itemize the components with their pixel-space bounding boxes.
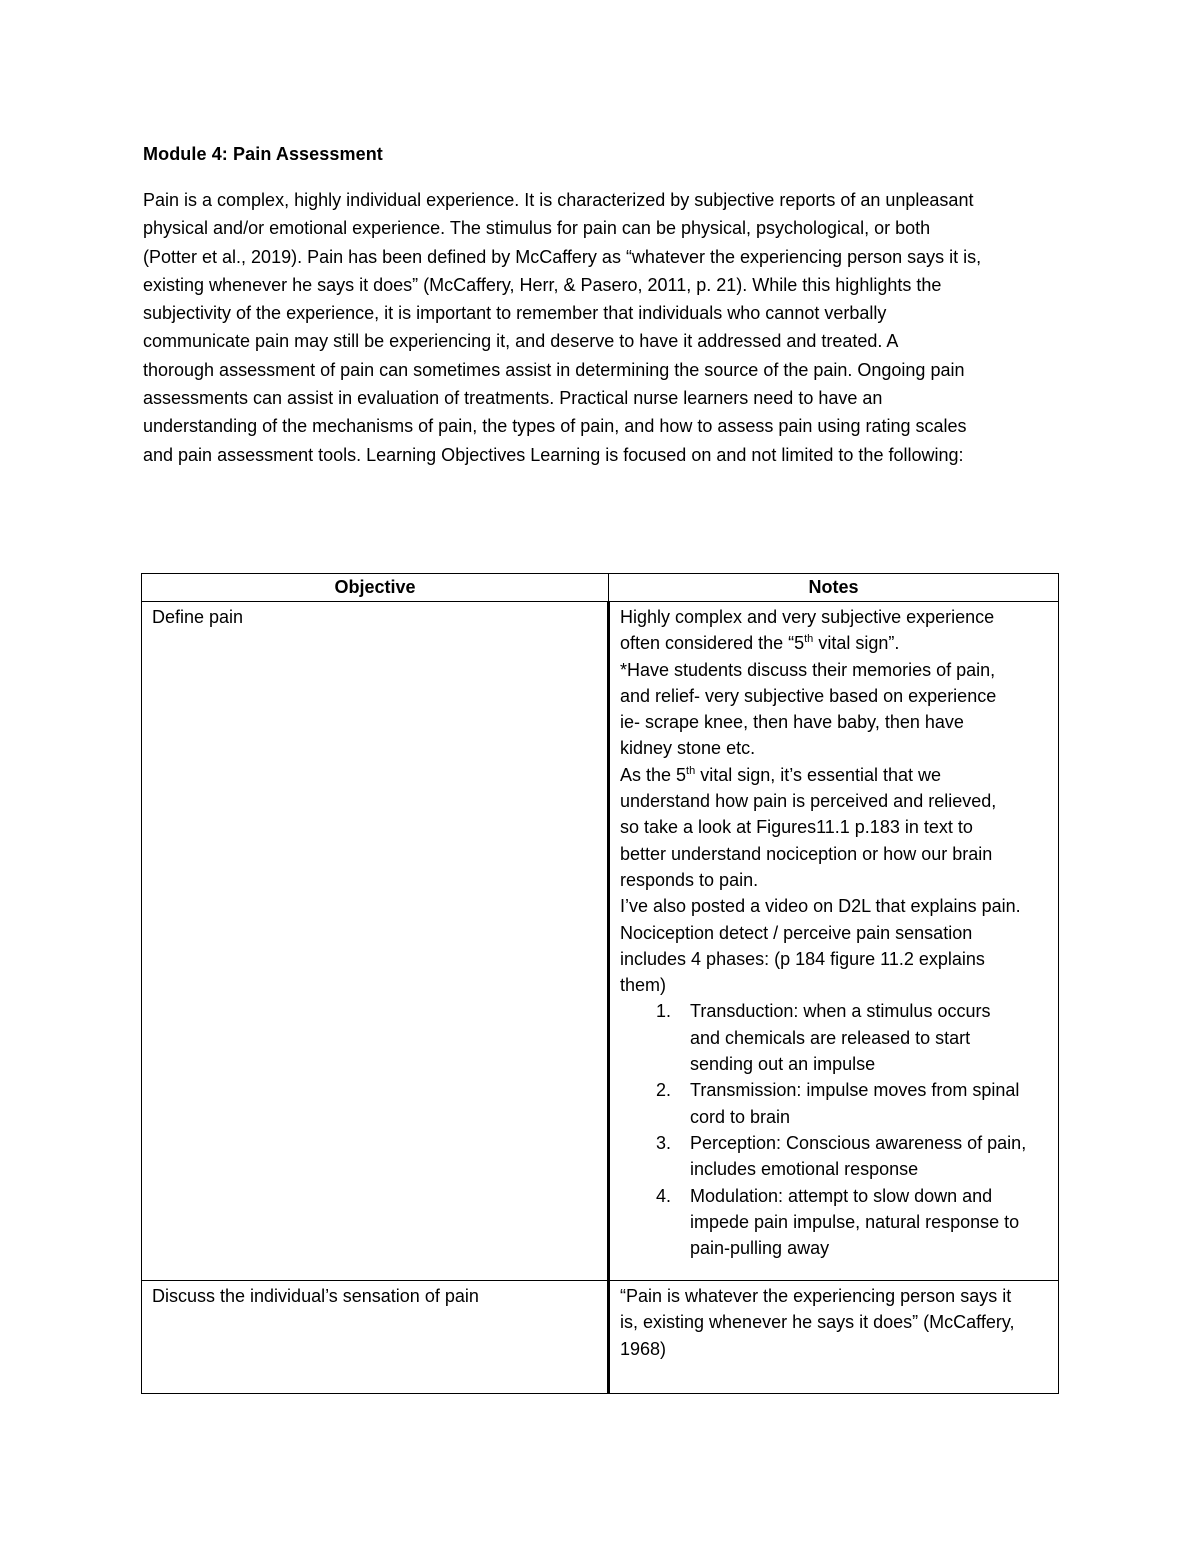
list-number: 1. bbox=[656, 1001, 672, 1022]
notes-line: and relief- very subjective based on experience bbox=[620, 685, 997, 706]
list-number: 3. bbox=[656, 1132, 672, 1153]
objectives-table bbox=[141, 573, 1059, 1394]
intro-line: understanding of the mechanisms of pain, the types of pain, and how to assess pain using rating scales bbox=[143, 416, 967, 437]
notes-line: *Have students discuss their memories of pain, bbox=[620, 659, 996, 680]
intro-line: physical and/or emotional experience. The stimulus for pain can be physical, psychological, or both bbox=[143, 218, 931, 239]
list-item bbox=[620, 1130, 1058, 1183]
notes-text: often considered the “5 bbox=[620, 633, 805, 654]
list-line: Transmission: impulse moves from spinal bbox=[690, 1080, 1020, 1101]
notes-line: ie- scrape knee, then have baby, then have bbox=[620, 712, 964, 733]
list-number: 2. bbox=[656, 1080, 672, 1101]
list-number: 4. bbox=[656, 1185, 672, 1206]
notes-cell bbox=[609, 1281, 1059, 1394]
notes-line: Highly complex and very subjective experience bbox=[620, 607, 995, 627]
objective-text: Define pain bbox=[152, 607, 244, 627]
table-header-row bbox=[142, 574, 1059, 602]
intro-paragraph bbox=[143, 186, 1063, 469]
notes-line: is, existing whenever he says it does” (McCaffery, bbox=[620, 1312, 1015, 1333]
objective-text: Discuss the individual’s sensation of pain bbox=[152, 1286, 479, 1306]
objective-cell bbox=[142, 1281, 609, 1394]
notes-line: I’ve also posted a video on D2L that explains pain. bbox=[620, 896, 1021, 917]
intro-line: assessments can assist in evaluation of treatments. Practical nurse learners need to have an bbox=[143, 388, 883, 409]
notes-line: better understand nociception or how our brain bbox=[620, 843, 993, 864]
objective-cell bbox=[142, 602, 609, 1281]
document-title: Module 4: Pain Assessment bbox=[143, 144, 383, 164]
intro-line: communicate pain may still be experiencing it, and deserve to have it addressed and treated. A bbox=[143, 331, 899, 352]
intro-line: and pain assessment tools. Learning Objectives Learning is focused on and not limited to the following: bbox=[143, 444, 964, 465]
intro-line: existing whenever he says it does” (McCaffery, Herr, & Pasero, 2011, p. 21). While this highlights the bbox=[143, 274, 942, 295]
notes-line: Nociception detect / perceive pain sensation bbox=[620, 922, 973, 943]
list-line: impede pain impulse, natural response to bbox=[690, 1211, 1020, 1232]
list-line: Modulation: attempt to slow down and bbox=[690, 1185, 993, 1206]
header-notes: Notes bbox=[609, 574, 1059, 602]
notes-line: them) bbox=[620, 975, 667, 996]
notes-text: As the 5 bbox=[620, 764, 687, 785]
list-item bbox=[620, 1077, 1058, 1130]
notes-line: kidney stone etc. bbox=[620, 738, 756, 759]
notes-line: “Pain is whatever the experiencing person says it bbox=[620, 1286, 1012, 1306]
notes-line: includes 4 phases: (p 184 figure 11.2 explains bbox=[620, 948, 985, 969]
list-line: Perception: Conscious awareness of pain, bbox=[690, 1132, 1027, 1153]
intro-line: thorough assessment of pain can sometimes assist in determining the source of the pain. Ongoing pain bbox=[143, 359, 965, 380]
notes-line: 1968) bbox=[620, 1338, 667, 1359]
intro-line: subjectivity of the experience, it is important to remember that individuals who cannot verbally bbox=[143, 303, 887, 324]
list-line: cord to brain bbox=[690, 1106, 791, 1127]
list-item bbox=[620, 1183, 1058, 1262]
notes-line: responds to pain. bbox=[620, 869, 759, 890]
table-row bbox=[142, 1281, 1059, 1394]
list-line: and chemicals are released to start bbox=[690, 1027, 971, 1048]
list-line: pain-pulling away bbox=[690, 1238, 830, 1259]
notes-line: so take a look at Figures11.1 p.183 in text to bbox=[620, 817, 973, 838]
notes-line bbox=[620, 630, 1058, 656]
list-item bbox=[620, 998, 1058, 1077]
list-line: Transduction: when a stimulus occurs bbox=[690, 1001, 991, 1022]
notes-cell bbox=[609, 602, 1059, 1281]
phases-list bbox=[620, 998, 1058, 1261]
intro-line: Pain is a complex, highly individual experience. It is characterized by subjective reports of an unpleasant bbox=[143, 190, 974, 210]
superscript: th bbox=[804, 633, 814, 646]
header-objective: Objective bbox=[142, 574, 609, 602]
superscript: th bbox=[686, 764, 696, 777]
notes-line: understand how pain is perceived and relieved, bbox=[620, 791, 997, 812]
table-row bbox=[142, 602, 1059, 1281]
list-line: sending out an impulse bbox=[690, 1054, 876, 1075]
notes-text: vital sign, it’s essential that we bbox=[695, 764, 942, 785]
notes-text: vital sign”. bbox=[813, 633, 900, 654]
list-line: includes emotional response bbox=[690, 1159, 919, 1180]
intro-line: (Potter et al., 2019). Pain has been defined by McCaffery as “whatever the experiencing person says it is, bbox=[143, 246, 982, 267]
notes-line bbox=[620, 762, 1058, 788]
